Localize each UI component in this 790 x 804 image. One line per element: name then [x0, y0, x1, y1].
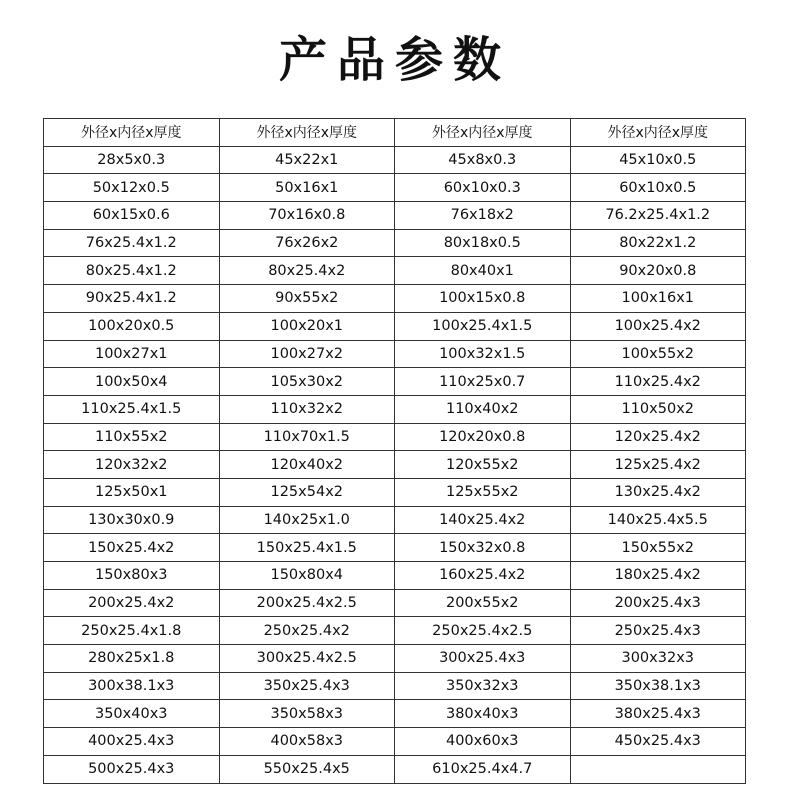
table-cell: 400x25.4x3 [44, 728, 220, 756]
table-cell: 76x26x2 [219, 229, 395, 257]
table-cell: 80x25.4x1.2 [44, 257, 220, 285]
table-cell: 76x18x2 [395, 202, 571, 230]
table-cell: 100x20x0.5 [44, 312, 220, 340]
table-cell: 280x25x1.8 [44, 645, 220, 673]
table-cell: 110x50x2 [570, 395, 746, 423]
table-cell: 120x20x0.8 [395, 423, 571, 451]
table-cell: 100x27x1 [44, 340, 220, 368]
column-header: 外径x内径x厚度 [219, 119, 395, 147]
table-cell: 45x22x1 [219, 146, 395, 174]
table-row [44, 395, 746, 423]
table-cell: 100x25.4x1.5 [395, 312, 571, 340]
table-cell: 400x58x3 [219, 728, 395, 756]
table-cell: 100x16x1 [570, 285, 746, 313]
spec-table-body [44, 146, 746, 783]
table-cell: 250x25.4x3 [570, 617, 746, 645]
table-cell: 150x55x2 [570, 534, 746, 562]
table-cell: 350x58x3 [219, 700, 395, 728]
header-row [44, 119, 746, 147]
table-row [44, 589, 746, 617]
table-row [44, 672, 746, 700]
table-cell: 110x25.4x2 [570, 368, 746, 396]
table-cell: 300x25.4x2.5 [219, 645, 395, 673]
column-header: 外径x内径x厚度 [570, 119, 746, 147]
table-row [44, 478, 746, 506]
table-cell: 90x20x0.8 [570, 257, 746, 285]
table-row [44, 451, 746, 479]
table-cell: 110x40x2 [395, 395, 571, 423]
table-cell: 400x60x3 [395, 728, 571, 756]
table-cell [570, 755, 746, 783]
table-cell: 76x25.4x1.2 [44, 229, 220, 257]
table-cell: 90x25.4x1.2 [44, 285, 220, 313]
table-row [44, 728, 746, 756]
table-cell: 45x10x0.5 [570, 146, 746, 174]
table-cell: 250x25.4x2 [219, 617, 395, 645]
table-cell: 28x5x0.3 [44, 146, 220, 174]
table-cell: 100x27x2 [219, 340, 395, 368]
table-cell: 250x25.4x2.5 [395, 617, 571, 645]
table-cell: 140x25x1.0 [219, 506, 395, 534]
table-cell: 120x40x2 [219, 451, 395, 479]
table-cell: 110x25.4x1.5 [44, 395, 220, 423]
table-cell: 125x50x1 [44, 478, 220, 506]
table-row [44, 340, 746, 368]
table-cell: 300x32x3 [570, 645, 746, 673]
table-cell: 130x30x0.9 [44, 506, 220, 534]
table-cell: 200x25.4x3 [570, 589, 746, 617]
table-cell: 180x25.4x2 [570, 562, 746, 590]
table-cell: 140x25.4x5.5 [570, 506, 746, 534]
table-row [44, 700, 746, 728]
table-cell: 125x25.4x2 [570, 451, 746, 479]
table-row [44, 423, 746, 451]
table-row [44, 755, 746, 783]
table-row [44, 146, 746, 174]
spec-table [43, 118, 746, 784]
table-cell: 70x16x0.8 [219, 202, 395, 230]
table-cell: 100x15x0.8 [395, 285, 571, 313]
table-cell: 110x25x0.7 [395, 368, 571, 396]
column-header: 外径x内径x厚度 [44, 119, 220, 147]
table-row [44, 617, 746, 645]
table-row [44, 312, 746, 340]
table-cell: 60x15x0.6 [44, 202, 220, 230]
table-cell: 250x25.4x1.8 [44, 617, 220, 645]
table-cell: 45x8x0.3 [395, 146, 571, 174]
table-cell: 380x40x3 [395, 700, 571, 728]
table-cell: 110x32x2 [219, 395, 395, 423]
table-cell: 60x10x0.3 [395, 174, 571, 202]
table-cell: 80x40x1 [395, 257, 571, 285]
table-row [44, 257, 746, 285]
table-cell: 200x25.4x2.5 [219, 589, 395, 617]
table-cell: 100x20x1 [219, 312, 395, 340]
table-cell: 110x55x2 [44, 423, 220, 451]
table-cell: 50x12x0.5 [44, 174, 220, 202]
table-cell: 350x25.4x3 [219, 672, 395, 700]
table-cell: 140x25.4x2 [395, 506, 571, 534]
table-cell: 100x32x1.5 [395, 340, 571, 368]
table-row [44, 174, 746, 202]
table-cell: 550x25.4x5 [219, 755, 395, 783]
table-cell: 200x55x2 [395, 589, 571, 617]
table-row [44, 229, 746, 257]
table-cell: 76.2x25.4x1.2 [570, 202, 746, 230]
table-cell: 120x55x2 [395, 451, 571, 479]
table-cell: 200x25.4x2 [44, 589, 220, 617]
table-cell: 150x25.4x2 [44, 534, 220, 562]
table-cell: 300x25.4x3 [395, 645, 571, 673]
table-row [44, 645, 746, 673]
table-cell: 500x25.4x3 [44, 755, 220, 783]
table-row [44, 506, 746, 534]
page-title: 产品参数 [278, 32, 511, 88]
table-cell: 150x32x0.8 [395, 534, 571, 562]
table-cell: 350x40x3 [44, 700, 220, 728]
table-cell: 110x70x1.5 [219, 423, 395, 451]
table-cell: 120x25.4x2 [570, 423, 746, 451]
table-cell: 80x18x0.5 [395, 229, 571, 257]
table-cell: 120x32x2 [44, 451, 220, 479]
column-header: 外径x内径x厚度 [395, 119, 571, 147]
table-cell: 60x10x0.5 [570, 174, 746, 202]
table-cell: 380x25.4x3 [570, 700, 746, 728]
table-row [44, 534, 746, 562]
table-cell: 80x25.4x2 [219, 257, 395, 285]
table-cell: 100x55x2 [570, 340, 746, 368]
table-cell: 150x25.4x1.5 [219, 534, 395, 562]
table-cell: 100x50x4 [44, 368, 220, 396]
table-cell: 610x25.4x4.7 [395, 755, 571, 783]
table-cell: 160x25.4x2 [395, 562, 571, 590]
table-cell: 80x22x1.2 [570, 229, 746, 257]
table-cell: 125x54x2 [219, 478, 395, 506]
table-cell: 150x80x3 [44, 562, 220, 590]
table-cell: 50x16x1 [219, 174, 395, 202]
table-cell: 100x25.4x2 [570, 312, 746, 340]
table-cell: 300x38.1x3 [44, 672, 220, 700]
table-row [44, 202, 746, 230]
table-cell: 450x25.4x3 [570, 728, 746, 756]
table-row [44, 285, 746, 313]
table-cell: 150x80x4 [219, 562, 395, 590]
table-cell: 125x55x2 [395, 478, 571, 506]
table-cell: 350x38.1x3 [570, 672, 746, 700]
spec-table-header [44, 119, 746, 147]
table-row [44, 562, 746, 590]
table-row [44, 368, 746, 396]
table-cell: 350x32x3 [395, 672, 571, 700]
table-cell: 90x55x2 [219, 285, 395, 313]
table-cell: 105x30x2 [219, 368, 395, 396]
table-cell: 130x25.4x2 [570, 478, 746, 506]
